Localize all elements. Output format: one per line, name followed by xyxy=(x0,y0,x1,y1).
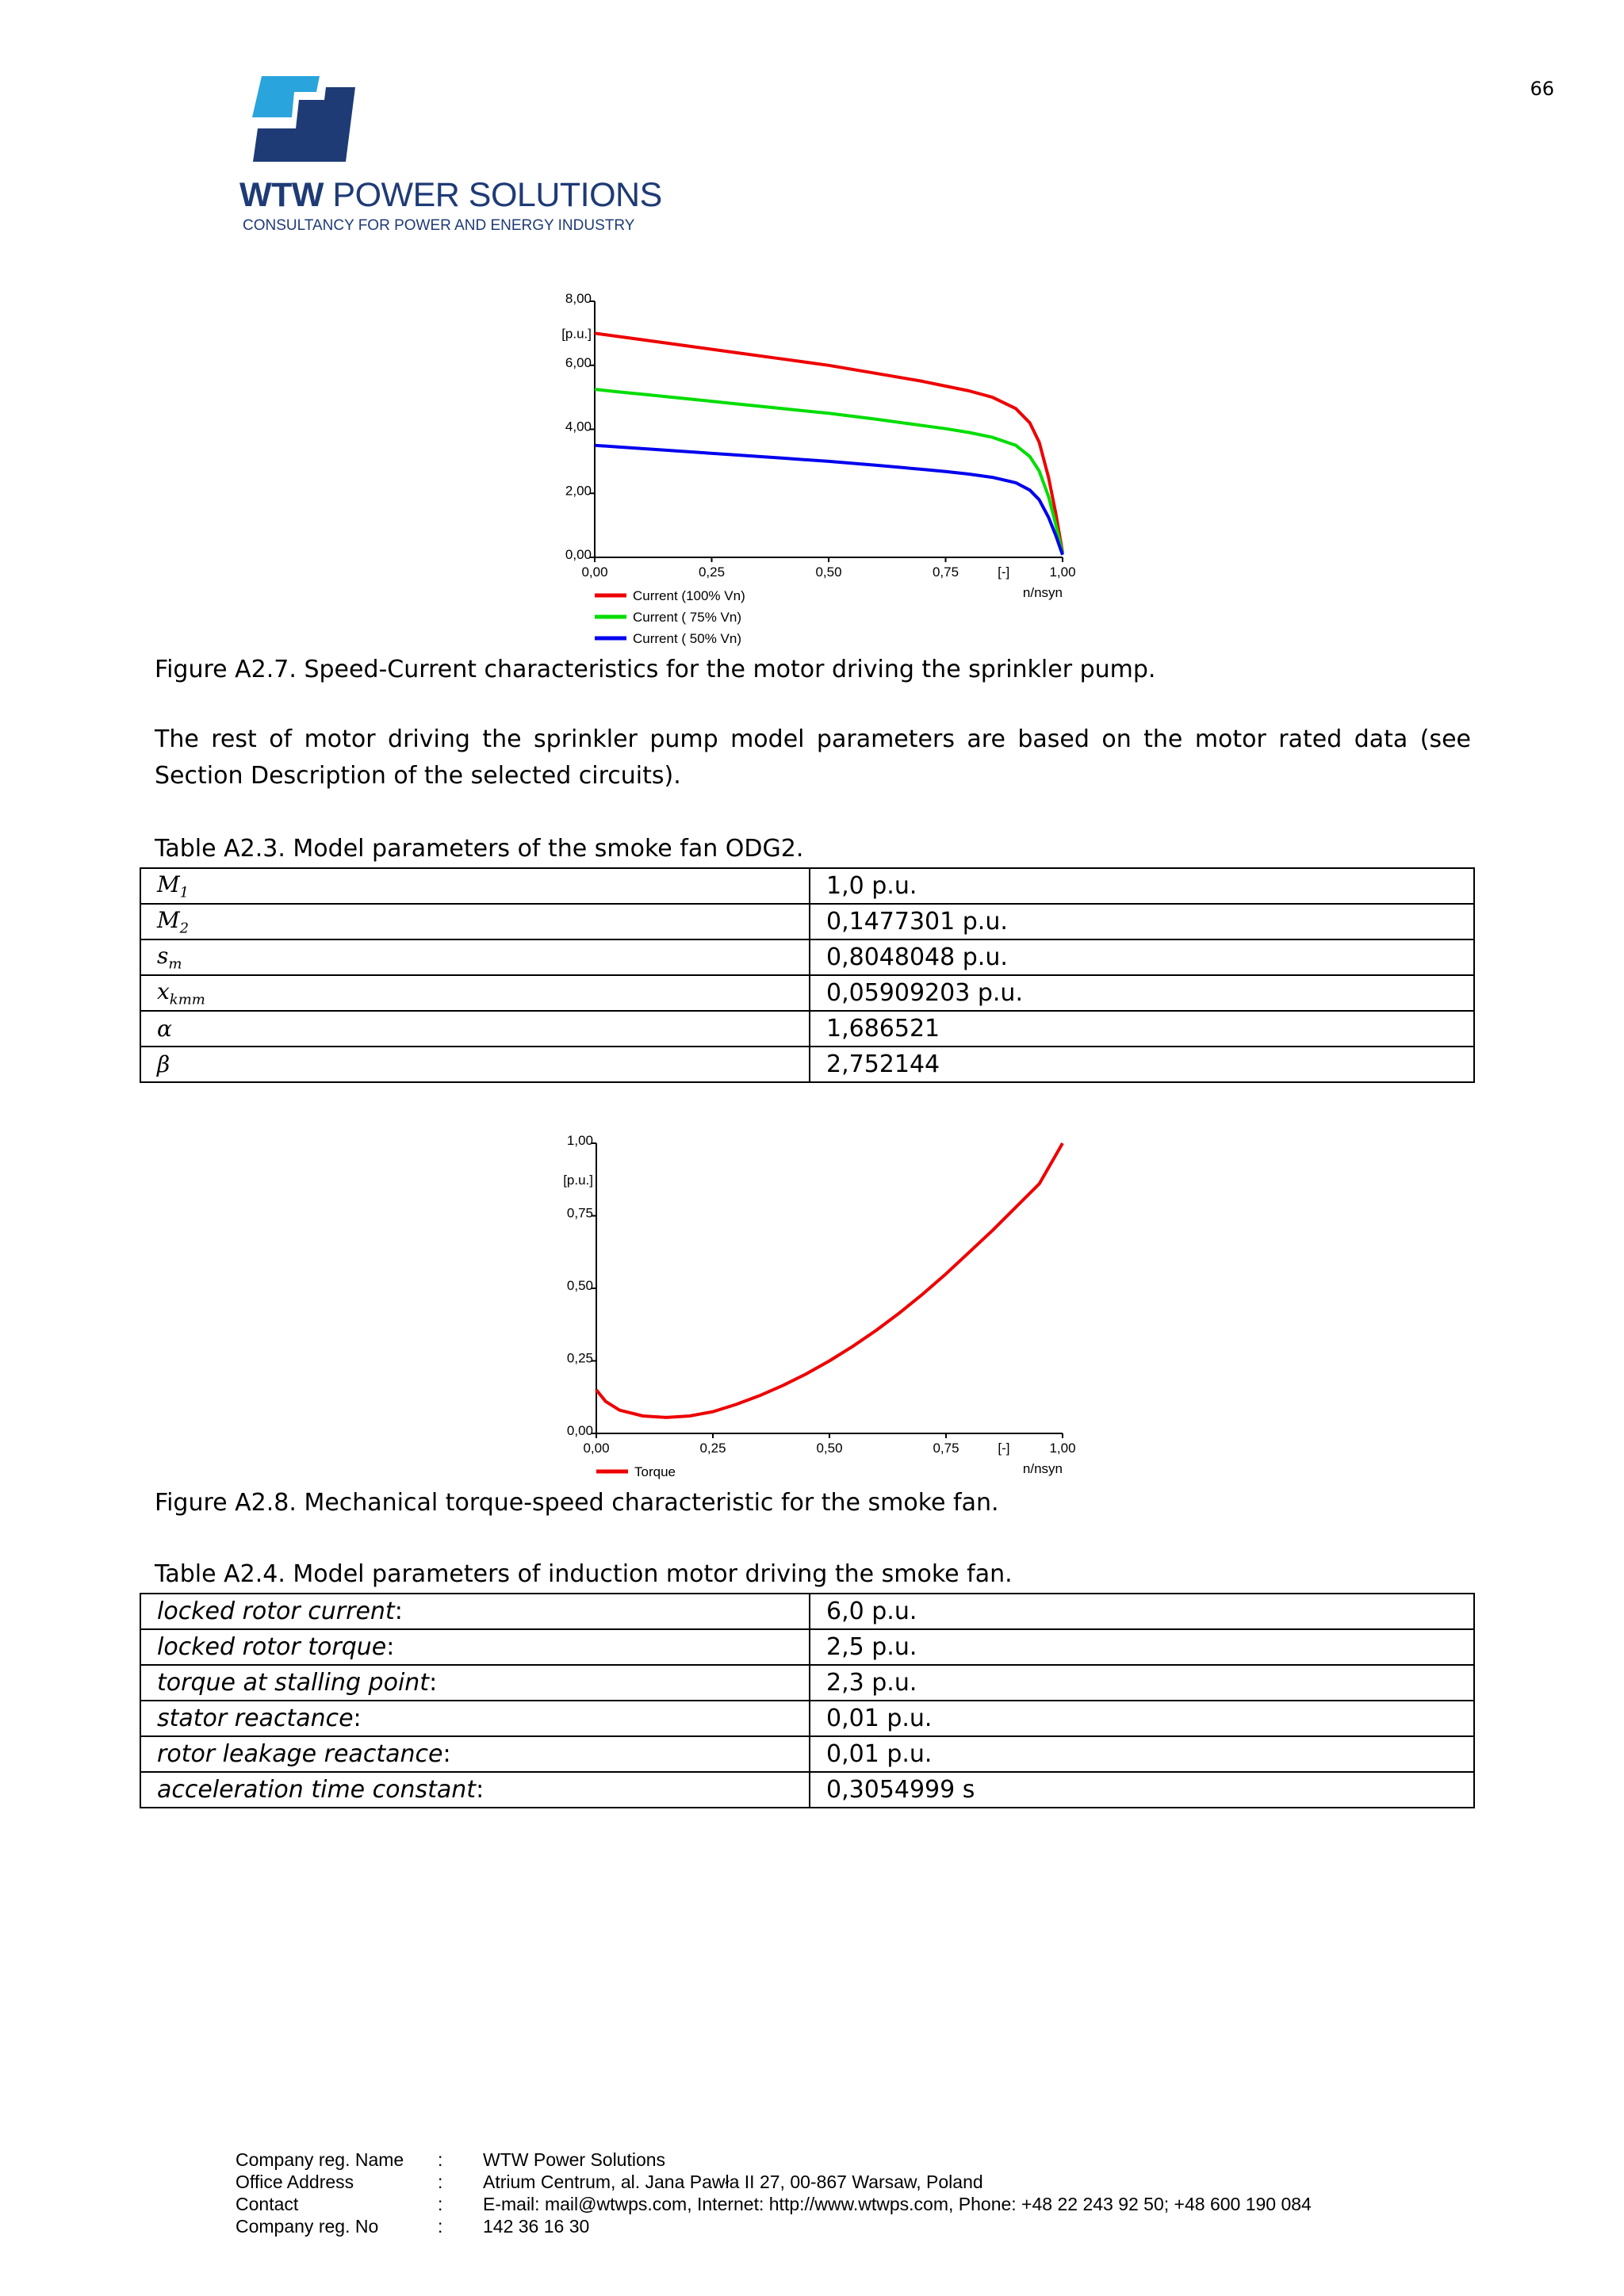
footer-value: WTW Power Solutions xyxy=(483,2149,666,2170)
parameter-value: 0,01 p.u. xyxy=(810,1701,1474,1736)
table-a2-3 xyxy=(140,867,1475,1083)
label-text: stator reactance xyxy=(157,1705,354,1732)
x-unit-label: [-] xyxy=(998,1441,1010,1456)
parameter-label: rotor leakage reactance: xyxy=(140,1736,810,1772)
y-tick-label: 8,00 xyxy=(565,291,592,306)
table-row xyxy=(140,1701,1474,1736)
page-number: 66 xyxy=(1530,78,1554,100)
y-tick-label: 0,25 xyxy=(566,1350,593,1366)
table-row xyxy=(140,1736,1474,1772)
parameter-value: 2,5 p.u. xyxy=(810,1629,1474,1665)
parameter-value: 0,01 p.u. xyxy=(810,1736,1474,1772)
table-row xyxy=(140,868,1474,904)
label-text: locked rotor torque xyxy=(157,1633,387,1661)
y-tick-label: 2,00 xyxy=(565,483,592,499)
footer-row xyxy=(236,2215,1312,2237)
footer xyxy=(236,2149,1312,2237)
y-tick-label: 0,75 xyxy=(566,1205,593,1221)
x-tick-label: 0,75 xyxy=(933,1441,959,1456)
x-tick-label: 0,00 xyxy=(581,564,608,580)
table-a2-4-title: Table A2.4. Model parameters of induction motor driving the smoke fan. xyxy=(155,1560,1013,1588)
x-unit-label: [-] xyxy=(998,564,1010,580)
footer-colon: : xyxy=(438,2172,443,2192)
figure-a2-8-caption: Figure A2.8. Mechanical torque-speed characteristic for the smoke fan. xyxy=(155,1489,999,1517)
x-tick-label: 0,75 xyxy=(932,564,959,580)
label-text: acceleration time constant xyxy=(157,1776,477,1804)
logo-tagline: CONSULTANCY FOR POWER AND ENERGY INDUSTRY xyxy=(243,217,635,234)
parameter-symbol xyxy=(140,1011,810,1047)
parameter-value: 1,686521 xyxy=(810,1011,1474,1047)
y-tick-label: 4,00 xyxy=(565,419,592,434)
parameter-symbol xyxy=(140,975,810,1011)
legend-label: Torque xyxy=(634,1464,676,1479)
symbol-text: $x_{kmm}$ xyxy=(157,978,205,1008)
table-row xyxy=(140,1629,1474,1665)
parameter-value: 0,8048048 p.u. xyxy=(810,939,1474,975)
y-tick-label: 1,00 xyxy=(566,1133,593,1148)
label-text: locked rotor current xyxy=(157,1598,395,1625)
footer-value: 142 36 16 30 xyxy=(483,2216,590,2237)
footer-row xyxy=(236,2171,1312,2193)
y-unit-label: [p.u.] xyxy=(561,326,592,342)
y-tick-label: 0,00 xyxy=(566,1423,593,1438)
symbol-subscript: m xyxy=(168,955,182,973)
parameter-label: locked rotor current: xyxy=(140,1594,810,1629)
footer-colon: : xyxy=(438,2194,443,2214)
footer-row xyxy=(236,2193,1312,2215)
footer-row xyxy=(236,2149,1312,2171)
y-tick-label: 0,50 xyxy=(566,1278,593,1293)
company-logo-icon xyxy=(252,76,355,162)
x-axis-label: n/nsyn xyxy=(1022,1461,1063,1476)
symbol-text: $s_m$ xyxy=(157,943,182,973)
body-paragraph: The rest of motor driving the sprinkler pump model parameters are based on the motor rated data (see Section Description of the selected circuits). xyxy=(155,725,1471,790)
footer-key: Company reg. Name xyxy=(236,2149,404,2170)
footer-key: Contact xyxy=(236,2194,299,2214)
series-line xyxy=(595,333,1063,553)
series-line xyxy=(595,389,1063,553)
parameter-label: locked rotor torque: xyxy=(140,1629,810,1665)
parameter-value: 6,0 p.u. xyxy=(810,1594,1474,1629)
footer-key: Company reg. No xyxy=(236,2216,379,2237)
x-tick-label: 0,25 xyxy=(699,1441,726,1456)
symbol-subscript: 2 xyxy=(179,920,190,937)
parameter-symbol xyxy=(140,1047,810,1082)
legend-label: Current ( 75% Vn) xyxy=(633,610,741,625)
legend-label: Current ( 50% Vn) xyxy=(633,631,741,646)
series-line xyxy=(595,446,1063,555)
parameter-value: 0,3054999 s xyxy=(810,1772,1474,1808)
symbol-text: $M_1$ xyxy=(157,871,190,901)
table-row xyxy=(140,904,1474,939)
parameter-label: acceleration time constant: xyxy=(140,1772,810,1808)
legend-label: Current (100% Vn) xyxy=(633,588,745,603)
parameter-symbol xyxy=(140,904,810,939)
footer-colon: : xyxy=(438,2216,443,2237)
table-row xyxy=(140,1594,1474,1629)
x-tick-label: 1,00 xyxy=(1049,1441,1076,1456)
label-text: torque at stalling point xyxy=(157,1669,430,1697)
table-row xyxy=(140,1047,1474,1082)
parameter-symbol xyxy=(140,939,810,975)
y-tick-label: 6,00 xyxy=(565,354,592,370)
torque-speed-chart xyxy=(0,1126,1624,1483)
figure-a2-7-caption: Figure A2.7. Speed-Current characteristics for the motor driving the sprinkler pump. xyxy=(155,656,1156,683)
table-row xyxy=(140,1665,1474,1701)
logo-company-name: WTW POWER SOLUTIONS xyxy=(239,176,662,214)
footer-value: E-mail: mail@wtwps.com, Internet: http://www.wtwps.com, Phone: +48 22 243 92 50; +48 600 190 084 xyxy=(483,2194,1312,2214)
symbol-text: β xyxy=(157,1051,170,1077)
x-tick-label: 0,25 xyxy=(698,564,726,580)
parameter-value: 2,752144 xyxy=(810,1047,1474,1082)
y-unit-label: [p.u.] xyxy=(563,1172,593,1188)
x-tick-label: 1,00 xyxy=(1049,564,1076,580)
symbol-subscript: 1 xyxy=(179,884,190,901)
x-tick-label: 0,50 xyxy=(816,1441,843,1456)
table-row xyxy=(140,1772,1474,1808)
parameter-value: 0,1477301 p.u. xyxy=(810,904,1474,939)
symbol-text: $M_2$ xyxy=(157,907,190,937)
table-a2-3-title: Table A2.3. Model parameters of the smoke fan ODG2. xyxy=(155,835,804,863)
footer-colon: : xyxy=(438,2149,443,2170)
x-tick-label: 0,50 xyxy=(815,564,842,580)
symbol-text: α xyxy=(157,1016,172,1042)
x-axis-label: n/nsyn xyxy=(1022,585,1063,600)
table-row xyxy=(140,1011,1474,1047)
parameter-value: 2,3 p.u. xyxy=(810,1665,1474,1701)
parameter-value: 1,0 p.u. xyxy=(810,868,1474,904)
table-row xyxy=(140,975,1474,1011)
parameter-symbol xyxy=(140,868,810,904)
table-row xyxy=(140,939,1474,975)
parameter-label: stator reactance: xyxy=(140,1701,810,1736)
footer-value: Atrium Centrum, al. Jana Pawła II 27, 00-867 Warsaw, Poland xyxy=(483,2172,983,2192)
x-tick-label: 0,00 xyxy=(583,1441,610,1456)
speed-current-chart xyxy=(0,285,1624,650)
symbol-subscript: kmm xyxy=(169,991,205,1008)
label-text: rotor leakage reactance xyxy=(157,1740,443,1768)
table-a2-4 xyxy=(140,1593,1475,1808)
parameter-value: 0,05909203 p.u. xyxy=(810,975,1474,1011)
y-tick-label: 0,00 xyxy=(565,547,592,562)
footer-key: Office Address xyxy=(236,2172,354,2192)
parameter-label: torque at stalling point: xyxy=(140,1665,810,1701)
series-line xyxy=(596,1143,1063,1418)
